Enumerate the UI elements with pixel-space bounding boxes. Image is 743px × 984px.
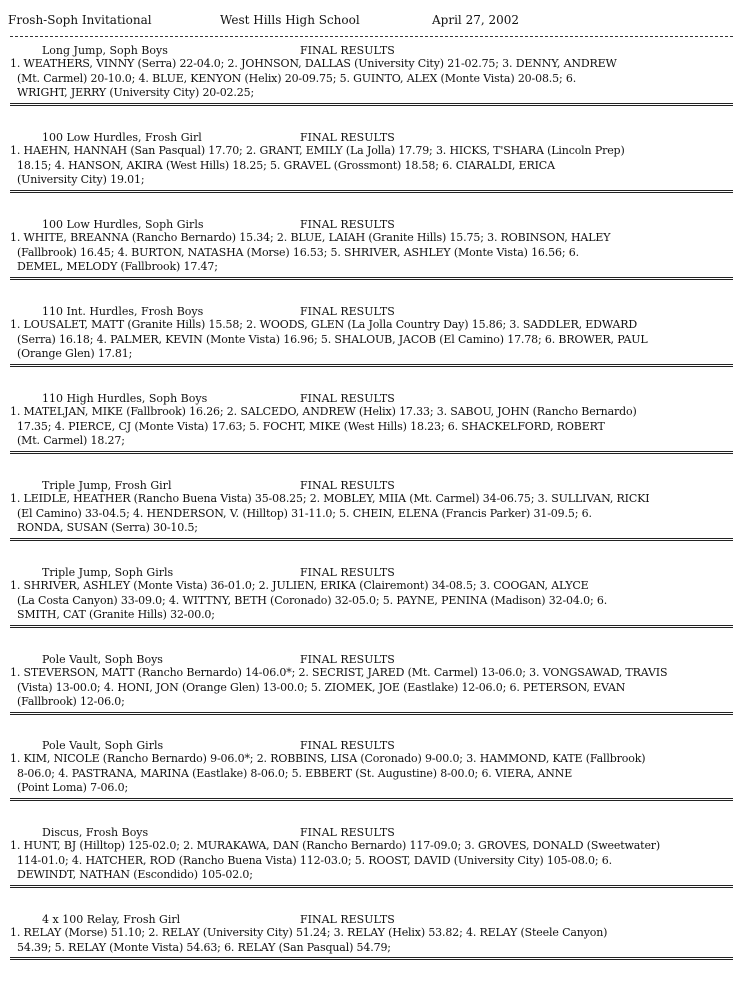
result-line: (Vista) 13-00.0; 4. HONI, JON (Orange Glen) 13-00.0; 5. ZIOMEK, JOE (Eastlake) 12-06.0; 6. PETERSON, EVAN: [17, 680, 626, 694]
result-line: 1. RELAY (Morse) 51.10; 2. RELAY (University City) 51.24; 3. RELAY (Helix) 53.82; 4. RELAY (Steele Canyon): [10, 926, 608, 939]
result-line: 1. WEATHERS, VINNY (Serra) 22-04.0; 2. JOHNSON, DALLAS (University City) 21-02.75; 3. DENNY, ANDREW: [10, 57, 617, 70]
event-separator: [10, 538, 733, 541]
result-line: 114-01.0; 4. HATCHER, ROD (Rancho Buena Vista) 112-03.0; 5. ROOST, DAVID (University City) 105-08.0; 6.: [17, 853, 612, 867]
meet-date: April 27, 2002: [432, 13, 520, 27]
final-results-label: FINAL RESULTS: [300, 305, 395, 318]
event-results: [10, 926, 732, 955]
result-line: WRIGHT, JERRY (University City) 20-02.25;: [17, 86, 255, 100]
event-title: 4 x 100 Relay, Frosh Girl: [42, 913, 181, 926]
event-results: [10, 57, 732, 101]
result-line: 1. HAEHN, HANNAH (San Pasqual) 17.70; 2. GRANT, EMILY (La Jolla) 17.79; 3. HICKS, T'SHARA (Lincoln Prep): [10, 144, 625, 157]
result-line: (Mt. Carmel) 18.27;: [17, 434, 125, 448]
event-separator: [10, 885, 733, 888]
final-results-label: FINAL RESULTS: [300, 392, 395, 405]
final-results-label: FINAL RESULTS: [300, 218, 395, 231]
result-line: 8-06.0; 4. PASTRANA, MARINA (Eastlake) 8-06.0; 5. EBBERT (St. Augustine) 8-00.0; 6. VIERA, ANNE: [17, 766, 573, 780]
result-line: DEMEL, MELODY (Fallbrook) 17.47;: [17, 260, 218, 274]
result-line: RONDA, SUSAN (Serra) 30-10.5;: [17, 521, 198, 535]
result-line: 1. LOUSALET, MATT (Granite Hills) 15.58; 2. WOODS, GLEN (La Jolla Country Day) 15.86; 3. SADDLER, EDWARD: [10, 318, 638, 331]
meet-venue: West Hills High School: [220, 13, 360, 27]
result-line: (Serra) 16.18; 4. PALMER, KEVIN (Monte Vista) 16.96; 5. SHALOUB, JACOB (El Camino) 17.78; 6. BROWER, PAUL: [17, 332, 648, 346]
result-line: DEWINDT, NATHAN (Escondido) 105-02.0;: [17, 868, 253, 882]
event-results: [10, 579, 732, 623]
event-separator: [10, 103, 733, 106]
result-line: (Point Loma) 7-06.0;: [17, 781, 129, 795]
meet-name: Frosh-Soph Invitational: [8, 13, 152, 27]
event-separator: [10, 190, 733, 193]
event-results: [10, 666, 732, 710]
event-results: [10, 144, 732, 188]
event-results: [10, 405, 732, 449]
result-line: (Fallbrook) 16.45; 4. BURTON, NATASHA (Morse) 16.53; 5. SHRIVER, ASHLEY (Monte Vista) 16.56; 6.: [17, 245, 579, 259]
result-line: (El Camino) 33-04.5; 4. HENDERSON, V. (Hilltop) 31-11.0; 5. CHEIN, ELENA (Francis Parker) 31-09.5; 6.: [17, 506, 592, 520]
final-results-label: FINAL RESULTS: [300, 479, 395, 492]
event-results: [10, 492, 732, 536]
result-line: 17.35; 4. PIERCE, CJ (Monte Vista) 17.63; 5. FOCHT, MIKE (West Hills) 18.23; 6. SHACKELFORD, ROBERT: [17, 419, 605, 433]
event-results: [10, 231, 732, 275]
final-results-label: FINAL RESULTS: [300, 566, 395, 579]
final-results-label: FINAL RESULTS: [300, 44, 395, 57]
event-title: Discus, Frosh Boys: [42, 826, 149, 839]
event-title: Pole Vault, Soph Girls: [42, 739, 164, 752]
result-line: 1. KIM, NICOLE (Rancho Bernardo) 9-06.0*; 2. ROBBINS, LISA (Coronado) 9-00.0; 3. HAMMOND, KATE (Fallbrook): [10, 752, 646, 765]
event-separator: [10, 451, 733, 454]
event-results: [10, 318, 732, 362]
final-results-label: FINAL RESULTS: [300, 131, 395, 144]
header-divider: [10, 36, 733, 37]
result-line: (Fallbrook) 12-06.0;: [17, 695, 125, 709]
final-results-label: FINAL RESULTS: [300, 739, 395, 752]
result-line: (La Costa Canyon) 33-09.0; 4. WITTNY, BETH (Coronado) 32-05.0; 5. PAYNE, PENINA (Madison) 32-04.0; 6.: [17, 593, 608, 607]
event-separator: [10, 277, 733, 280]
result-line: 1. WHITE, BREANNA (Rancho Bernardo) 15.34; 2. BLUE, LAIAH (Granite Hills) 15.75; 3. ROBINSON, HALEY: [10, 231, 611, 244]
result-line: (Orange Glen) 17.81;: [17, 347, 133, 361]
result-line: (Mt. Carmel) 20-10.0; 4. BLUE, KENYON (Helix) 20-09.75; 5. GUINTO, ALEX (Monte Vista) 20-08.5; 6.: [17, 71, 577, 85]
final-results-label: FINAL RESULTS: [300, 913, 395, 926]
event-separator: [10, 364, 733, 367]
event-title: 100 Low Hurdles, Frosh Girl: [42, 131, 202, 144]
event-title: Long Jump, Soph Boys: [42, 44, 168, 57]
result-line: (University City) 19.01;: [17, 173, 145, 187]
result-line: 1. LEIDLE, HEATHER (Rancho Buena Vista) 35-08.25; 2. MOBLEY, MIIA (Mt. Carmel) 34-06.75; 3. SULLIVAN, RICKI: [10, 492, 650, 505]
final-results-label: FINAL RESULTS: [300, 653, 395, 666]
event-separator: [10, 798, 733, 801]
result-line: 18.15; 4. HANSON, AKIRA (West Hills) 18.25; 5. GRAVEL (Grossmont) 18.58; 6. CIARALDI, ERICA: [17, 158, 555, 172]
event-separator: [10, 712, 733, 715]
event-separator: [10, 625, 733, 628]
event-title: 110 Int. Hurdles, Frosh Boys: [42, 305, 204, 318]
result-line: 1. SHRIVER, ASHLEY (Monte Vista) 36-01.0; 2. JULIEN, ERIKA (Clairemont) 34-08.5; 3. COOGAN, ALYCE: [10, 579, 589, 592]
event-title: 110 High Hurdles, Soph Boys: [42, 392, 208, 405]
event-title: Triple Jump, Frosh Girl: [42, 479, 172, 492]
event-title: Pole Vault, Soph Boys: [42, 653, 163, 666]
result-line: 1. HUNT, BJ (Hilltop) 125-02.0; 2. MURAKAWA, DAN (Rancho Bernardo) 117-09.0; 3. GROVES, DONALD (Sweetwater): [10, 839, 661, 852]
final-results-label: FINAL RESULTS: [300, 826, 395, 839]
event-results: [10, 839, 732, 883]
event-results: [10, 752, 732, 796]
event-title: Triple Jump, Soph Girls: [42, 566, 174, 579]
event-title: 100 Low Hurdles, Soph Girls: [42, 218, 204, 231]
result-line: 1. MATELJAN, MIKE (Fallbrook) 16.26; 2. SALCEDO, ANDREW (Helix) 17.33; 3. SABOU, JOHN (Rancho Bernardo): [10, 405, 637, 418]
result-line: 1. STEVERSON, MATT (Rancho Bernardo) 14-06.0*; 2. SECRIST, JARED (Mt. Carmel) 13-06.0; 3. VONGSAWAD, TRAVIS: [10, 666, 668, 679]
result-line: SMITH, CAT (Granite Hills) 32-00.0;: [17, 608, 215, 622]
result-line: 54.39; 5. RELAY (Monte Vista) 54.63; 6. RELAY (San Pasqual) 54.79;: [17, 940, 391, 954]
event-separator: [10, 957, 733, 960]
